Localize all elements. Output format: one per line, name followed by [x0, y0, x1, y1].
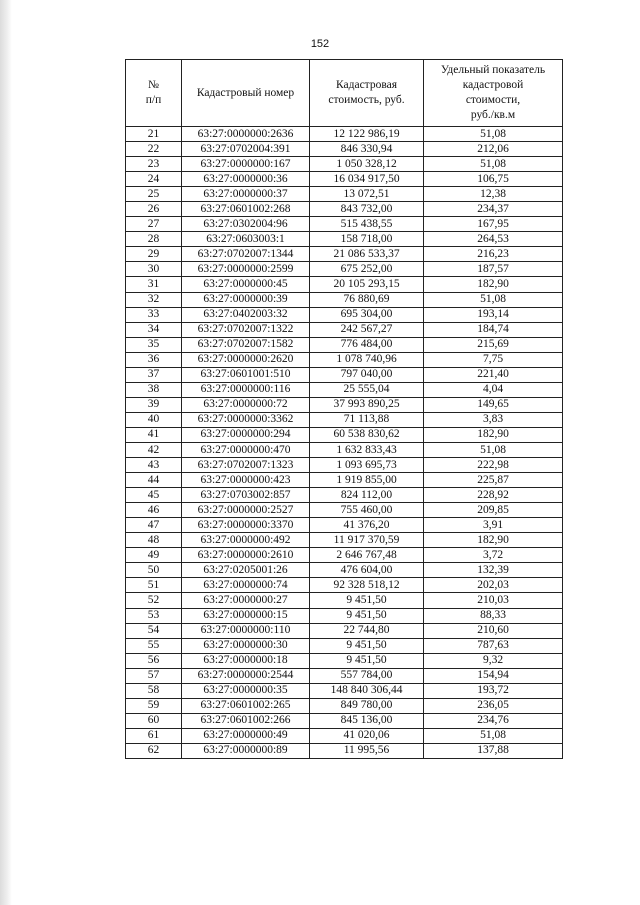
table-row	[126, 397, 563, 412]
cell-specific-indicator: 215,69	[424, 337, 563, 352]
table-row	[126, 608, 563, 623]
cell-specific-indicator: 234,37	[424, 202, 563, 217]
cell-specific-indicator: 236,05	[424, 698, 563, 713]
table-row	[126, 202, 563, 217]
cell-index: 62	[126, 743, 182, 758]
cell-cadastral-number: 63:27:0000000:110	[182, 623, 310, 638]
cell-specific-indicator: 202,03	[424, 578, 563, 593]
cell-cadastral-number: 63:27:0000000:30	[182, 638, 310, 653]
cell-cadastral-number: 63:27:0402003:32	[182, 307, 310, 322]
cell-cadastral-value: 1 632 833,43	[310, 442, 424, 457]
cell-cadastral-number: 63:27:0000000:294	[182, 427, 310, 442]
cell-cadastral-number: 63:27:0000000:2544	[182, 668, 310, 683]
table-row	[126, 713, 563, 728]
table-row	[126, 337, 563, 352]
cell-index: 40	[126, 412, 182, 427]
cell-specific-indicator: 51,08	[424, 157, 563, 172]
cell-cadastral-value: 776 484,00	[310, 337, 424, 352]
cell-index: 60	[126, 713, 182, 728]
cell-index: 56	[126, 653, 182, 668]
cell-cadastral-value: 9 451,50	[310, 638, 424, 653]
cell-index: 61	[126, 728, 182, 743]
cell-index: 44	[126, 473, 182, 488]
cell-index: 45	[126, 488, 182, 503]
cell-index: 59	[126, 698, 182, 713]
header-indicator-line: руб./кв.м	[470, 109, 516, 121]
cell-cadastral-number: 63:27:0000000:2599	[182, 262, 310, 277]
cell-index: 53	[126, 608, 182, 623]
table-row	[126, 473, 563, 488]
cell-cadastral-value: 41 376,20	[310, 518, 424, 533]
cell-index: 39	[126, 397, 182, 412]
cell-cadastral-number: 63:27:0000000:2636	[182, 127, 310, 142]
cell-specific-indicator: 210,03	[424, 593, 563, 608]
cell-cadastral-number: 63:27:0000000:27	[182, 593, 310, 608]
cell-specific-indicator: 228,92	[424, 488, 563, 503]
cell-index: 55	[126, 638, 182, 653]
cell-specific-indicator: 187,57	[424, 262, 563, 277]
cell-cadastral-number: 63:27:0702007:1322	[182, 322, 310, 337]
cell-cadastral-number: 63:27:0000000:15	[182, 608, 310, 623]
scan-edge-shadow	[0, 0, 12, 905]
cell-index: 30	[126, 262, 182, 277]
cell-cadastral-value: 1 093 695,73	[310, 458, 424, 473]
cell-index: 36	[126, 352, 182, 367]
cell-index: 23	[126, 157, 182, 172]
cell-specific-indicator: 3,72	[424, 548, 563, 563]
table-row	[126, 638, 563, 653]
table-row	[126, 127, 563, 142]
table-row	[126, 367, 563, 382]
cell-specific-indicator: 4,04	[424, 382, 563, 397]
cell-specific-indicator: 210,60	[424, 623, 563, 638]
cell-cadastral-value: 843 732,00	[310, 202, 424, 217]
cell-specific-indicator: 149,65	[424, 397, 563, 412]
cell-cadastral-number: 63:27:0000000:423	[182, 473, 310, 488]
cell-cadastral-value: 675 252,00	[310, 262, 424, 277]
table-row	[126, 427, 563, 442]
cell-specific-indicator: 154,94	[424, 668, 563, 683]
cell-specific-indicator: 222,98	[424, 458, 563, 473]
cell-specific-indicator: 264,53	[424, 232, 563, 247]
cell-index: 47	[126, 518, 182, 533]
cell-cadastral-value: 2 646 767,48	[310, 548, 424, 563]
cell-specific-indicator: 182,90	[424, 533, 563, 548]
cell-cadastral-number: 63:27:0000000:39	[182, 292, 310, 307]
table-row	[126, 668, 563, 683]
cell-index: 26	[126, 202, 182, 217]
cell-specific-indicator: 216,23	[424, 247, 563, 262]
table-row	[126, 743, 563, 758]
cell-cadastral-value: 158 718,00	[310, 232, 424, 247]
cell-cadastral-value: 71 113,88	[310, 412, 424, 427]
header-indicator-line: стоимости,	[465, 94, 521, 106]
table-row	[126, 232, 563, 247]
header-indicator-line: Удельный показатель	[440, 64, 546, 76]
cell-cadastral-value: 92 328 518,12	[310, 578, 424, 593]
cell-specific-indicator: 106,75	[424, 172, 563, 187]
cell-specific-indicator: 7,75	[424, 352, 563, 367]
table-row	[126, 458, 563, 473]
cell-cadastral-value: 846 330,94	[310, 142, 424, 157]
table-row	[126, 442, 563, 457]
table-header	[126, 60, 563, 127]
cell-index: 57	[126, 668, 182, 683]
cell-index: 46	[126, 503, 182, 518]
cell-cadastral-number: 63:27:0000000:18	[182, 653, 310, 668]
cell-cadastral-number: 63:27:0000000:89	[182, 743, 310, 758]
table-row	[126, 683, 563, 698]
cell-cadastral-number: 63:27:0000000:167	[182, 157, 310, 172]
table-row	[126, 247, 563, 262]
table-row	[126, 292, 563, 307]
table-row	[126, 593, 563, 608]
cell-cadastral-number: 63:27:0000000:116	[182, 382, 310, 397]
cell-index: 34	[126, 322, 182, 337]
cell-specific-indicator: 3,91	[424, 518, 563, 533]
table-row	[126, 142, 563, 157]
table-row	[126, 578, 563, 593]
cell-specific-indicator: 221,40	[424, 367, 563, 382]
header-value-line: Кадастровая	[335, 79, 398, 91]
cell-specific-indicator: 51,08	[424, 728, 563, 743]
cell-index: 48	[126, 533, 182, 548]
cell-specific-indicator: 51,08	[424, 127, 563, 142]
cell-cadastral-value: 557 784,00	[310, 668, 424, 683]
table-row	[126, 488, 563, 503]
cell-specific-indicator: 212,06	[424, 142, 563, 157]
cell-index: 24	[126, 172, 182, 187]
cell-index: 42	[126, 442, 182, 457]
cell-index: 32	[126, 292, 182, 307]
cell-cadastral-number: 63:27:0000000:2620	[182, 352, 310, 367]
cell-cadastral-number: 63:27:0000000:2527	[182, 503, 310, 518]
cell-cadastral-number: 63:27:0702004:391	[182, 142, 310, 157]
cell-specific-indicator: 787,63	[424, 638, 563, 653]
cell-specific-indicator: 184,74	[424, 322, 563, 337]
cell-cadastral-value: 849 780,00	[310, 698, 424, 713]
cell-cadastral-number: 63:27:0702007:1344	[182, 247, 310, 262]
cell-cadastral-number: 63:27:0703002:857	[182, 488, 310, 503]
cell-cadastral-value: 37 993 890,25	[310, 397, 424, 412]
cell-index: 33	[126, 307, 182, 322]
cell-specific-indicator: 51,08	[424, 292, 563, 307]
table-row	[126, 187, 563, 202]
cell-cadastral-number: 63:27:0000000:72	[182, 397, 310, 412]
header-row	[126, 60, 563, 127]
cell-cadastral-value: 11 995,56	[310, 743, 424, 758]
cell-specific-indicator: 234,76	[424, 713, 563, 728]
cell-cadastral-number: 63:27:0601002:266	[182, 713, 310, 728]
cell-cadastral-number: 63:27:0000000:37	[182, 187, 310, 202]
table-row	[126, 322, 563, 337]
cell-cadastral-value: 13 072,51	[310, 187, 424, 202]
cell-cadastral-number: 63:27:0601002:268	[182, 202, 310, 217]
cell-index: 37	[126, 367, 182, 382]
cell-index: 41	[126, 427, 182, 442]
cell-cadastral-number: 63:27:0000000:2610	[182, 548, 310, 563]
cell-cadastral-number: 63:27:0205001:26	[182, 563, 310, 578]
cell-index: 27	[126, 217, 182, 232]
table-row	[126, 728, 563, 743]
cell-cadastral-value: 797 040,00	[310, 367, 424, 382]
cell-cadastral-value: 21 086 533,37	[310, 247, 424, 262]
cell-cadastral-value: 242 567,27	[310, 322, 424, 337]
cell-cadastral-number: 63:27:0603003:1	[182, 232, 310, 247]
table-row	[126, 548, 563, 563]
page-number: 152	[310, 38, 330, 50]
cell-cadastral-number: 63:27:0000000:492	[182, 533, 310, 548]
cell-cadastral-value: 476 604,00	[310, 563, 424, 578]
cell-cadastral-value: 1 919 855,00	[310, 473, 424, 488]
header-index	[126, 60, 182, 127]
cell-index: 54	[126, 623, 182, 638]
cell-specific-indicator: 51,08	[424, 442, 563, 457]
table-row	[126, 217, 563, 232]
table-row	[126, 518, 563, 533]
cell-cadastral-value: 9 451,50	[310, 593, 424, 608]
cell-cadastral-value: 755 460,00	[310, 503, 424, 518]
cell-index: 21	[126, 127, 182, 142]
table-row	[126, 172, 563, 187]
cell-specific-indicator: 225,87	[424, 473, 563, 488]
cell-specific-indicator: 193,14	[424, 307, 563, 322]
cell-cadastral-number: 63:27:0000000:74	[182, 578, 310, 593]
cell-specific-indicator: 3,83	[424, 412, 563, 427]
cell-cadastral-number: 63:27:0702007:1582	[182, 337, 310, 352]
cell-cadastral-value: 515 438,55	[310, 217, 424, 232]
table-body	[126, 127, 563, 759]
table-row	[126, 653, 563, 668]
cell-cadastral-value: 20 105 293,15	[310, 277, 424, 292]
cell-cadastral-value: 41 020,06	[310, 728, 424, 743]
header-specific-indicator	[424, 60, 563, 127]
cell-cadastral-value: 695 304,00	[310, 307, 424, 322]
cell-specific-indicator: 12,38	[424, 187, 563, 202]
table-row	[126, 563, 563, 578]
header-cadastral-value	[310, 60, 424, 127]
cell-specific-indicator: 182,90	[424, 277, 563, 292]
cell-index: 38	[126, 382, 182, 397]
cell-specific-indicator: 137,88	[424, 743, 563, 758]
table-row	[126, 623, 563, 638]
cell-index: 31	[126, 277, 182, 292]
header-index-line: №	[148, 79, 159, 91]
header-value-line: стоимость, руб.	[328, 94, 405, 106]
cell-cadastral-number: 63:27:0702007:1323	[182, 458, 310, 473]
table-row	[126, 262, 563, 277]
cell-specific-indicator: 182,90	[424, 427, 563, 442]
header-cadastral-number: Кадастровый номер	[182, 60, 310, 127]
table-row	[126, 533, 563, 548]
cell-cadastral-number: 63:27:0000000:35	[182, 683, 310, 698]
cell-cadastral-value: 9 451,50	[310, 608, 424, 623]
cadastral-value-table	[125, 59, 563, 759]
cell-index: 43	[126, 458, 182, 473]
cell-cadastral-value: 148 840 306,44	[310, 683, 424, 698]
table-row	[126, 277, 563, 292]
cell-cadastral-value: 60 538 830,62	[310, 427, 424, 442]
cell-cadastral-value: 1 050 328,12	[310, 157, 424, 172]
cell-cadastral-number: 63:27:0601002:265	[182, 698, 310, 713]
cell-specific-indicator: 193,72	[424, 683, 563, 698]
cell-cadastral-number: 63:27:0000000:470	[182, 442, 310, 457]
cell-cadastral-number: 63:27:0302004:96	[182, 217, 310, 232]
cell-index: 51	[126, 578, 182, 593]
cell-index: 52	[126, 593, 182, 608]
cell-cadastral-number: 63:27:0000000:3362	[182, 412, 310, 427]
cell-index: 29	[126, 247, 182, 262]
cell-specific-indicator: 167,95	[424, 217, 563, 232]
cell-cadastral-value: 25 555,04	[310, 382, 424, 397]
table-row	[126, 698, 563, 713]
table-row	[126, 157, 563, 172]
cell-cadastral-number: 63:27:0000000:45	[182, 277, 310, 292]
cell-index: 22	[126, 142, 182, 157]
cell-cadastral-value: 824 112,00	[310, 488, 424, 503]
cell-index: 28	[126, 232, 182, 247]
cell-index: 25	[126, 187, 182, 202]
table-row	[126, 412, 563, 427]
cell-specific-indicator: 132,39	[424, 563, 563, 578]
table-row	[126, 382, 563, 397]
cell-specific-indicator: 9,32	[424, 653, 563, 668]
cell-cadastral-value: 12 122 986,19	[310, 127, 424, 142]
cell-cadastral-value: 22 744,80	[310, 623, 424, 638]
cell-cadastral-value: 11 917 370,59	[310, 533, 424, 548]
cell-cadastral-number: 63:27:0601001:510	[182, 367, 310, 382]
cell-cadastral-number: 63:27:0000000:36	[182, 172, 310, 187]
cell-index: 49	[126, 548, 182, 563]
cell-index: 58	[126, 683, 182, 698]
cell-index: 50	[126, 563, 182, 578]
cell-specific-indicator: 209,85	[424, 503, 563, 518]
header-index-line: п/п	[145, 94, 162, 106]
cell-cadastral-value: 16 034 917,50	[310, 172, 424, 187]
cell-cadastral-value: 845 136,00	[310, 713, 424, 728]
table-row	[126, 352, 563, 367]
cell-cadastral-number: 63:27:0000000:3370	[182, 518, 310, 533]
table-row	[126, 307, 563, 322]
cell-cadastral-number: 63:27:0000000:49	[182, 728, 310, 743]
cell-cadastral-value: 9 451,50	[310, 653, 424, 668]
cell-index: 35	[126, 337, 182, 352]
header-indicator-line: кадастровой	[462, 79, 524, 91]
cell-specific-indicator: 88,33	[424, 608, 563, 623]
cell-cadastral-value: 76 880,69	[310, 292, 424, 307]
table-row	[126, 503, 563, 518]
cell-cadastral-value: 1 078 740,96	[310, 352, 424, 367]
